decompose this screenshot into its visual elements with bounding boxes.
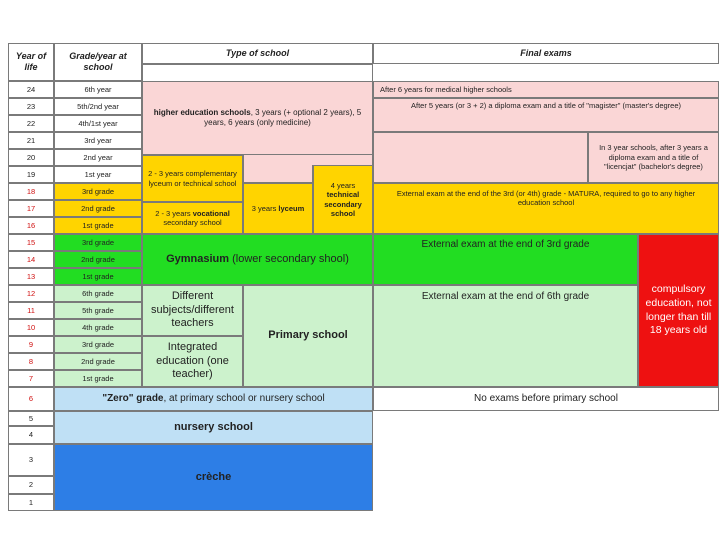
gymnasium-text: Gymnasium (lower secondary shool) <box>166 252 349 265</box>
gymnasium-box <box>142 234 373 285</box>
year-cell-16: 16 <box>8 217 54 234</box>
year-cell-14: 14 <box>8 251 54 268</box>
grade-cell: 2nd grade <box>54 251 142 268</box>
year-cell-24: 24 <box>8 81 54 98</box>
vocational-school-text: 2 - 3 years vocational secondary school <box>155 208 230 227</box>
primary-school-box: Primary school <box>243 285 373 387</box>
year-cell-21: 21 <box>8 132 54 149</box>
integrated-education-box: Integrated education (one teacher) <box>142 336 243 387</box>
matura-exam-box: External exam at the end of the 3rd (or 4th) grade - MATURA, required to go to any higher education school <box>373 183 719 234</box>
year-cell-9: 9 <box>8 336 54 353</box>
no-exams-box: No exams before primary school <box>373 387 719 411</box>
year-cell-1: 1 <box>8 494 54 511</box>
different-teachers-box: Different subjects/different teachers <box>142 285 243 336</box>
lyceum-box <box>243 183 313 234</box>
pink-fill-right <box>243 155 373 165</box>
year-cell-22: 22 <box>8 115 54 132</box>
grade-cell: 3rd grade <box>54 183 142 200</box>
year-cell-15: 15 <box>8 234 54 251</box>
year-cell-20: 20 <box>8 149 54 166</box>
grade-cell: 3rd grade <box>54 336 142 353</box>
higher-education-text: higher education schools, 3 years (+ optional 2 years), 5 years, 6 years (only medicine) <box>153 108 362 127</box>
zero-grade-box <box>54 387 373 411</box>
grade-cell: 1st grade <box>54 217 142 234</box>
gymnasium-exam-box: External exam at the end of 3rd grade <box>373 234 638 285</box>
lyceum-text: 3 years lyceum <box>251 203 305 213</box>
zero-grade-text: "Zero" grade, at primary school or nursery school <box>102 392 325 404</box>
creche-box: crèche <box>54 444 373 511</box>
year-cell-5: 5 <box>8 411 54 426</box>
medical-exam-row: After 6 years for medical higher schools <box>373 81 719 98</box>
grade-cell: 2nd grade <box>54 200 142 217</box>
header-final-exams: Final exams <box>373 43 719 64</box>
grade-cell: 2nd grade <box>54 353 142 370</box>
exam-pink-spacer <box>373 132 588 183</box>
technical-school-box <box>313 165 373 234</box>
year-cell-8: 8 <box>8 353 54 370</box>
year-cell-10: 10 <box>8 319 54 336</box>
year-cell-11: 11 <box>8 302 54 319</box>
grade-cell: 1st grade <box>54 370 142 387</box>
grade-cell: 1st year <box>54 166 142 183</box>
grade-cell: 4th/1st year <box>54 115 142 132</box>
grade-cell: 1st grade <box>54 268 142 285</box>
year-cell-4: 4 <box>8 426 54 444</box>
magister-exam-box: After 5 years (or 3 + 2) a diploma exam and a title of "magister" (master's degree) <box>373 98 719 132</box>
year-cell-3: 3 <box>8 444 54 476</box>
year-cell-2: 2 <box>8 476 54 494</box>
year-cell-18: 18 <box>8 183 54 200</box>
primary-exam-box: External exam at the end of 6th grade <box>373 285 638 387</box>
year-cell-23: 23 <box>8 98 54 115</box>
grade-cell: 3rd year <box>54 132 142 149</box>
grade-cell: 5th grade <box>54 302 142 319</box>
header-spacer <box>142 64 373 81</box>
technical-school-text: 4 years technical secondary school <box>324 180 362 218</box>
grade-cell: 2nd year <box>54 149 142 166</box>
grade-cell: 6th year <box>54 81 142 98</box>
header-type-of-school: Type of school <box>142 43 373 64</box>
header-year-of-life: Year of life <box>8 43 54 81</box>
year-cell-17: 17 <box>8 200 54 217</box>
grade-cell: 3rd grade <box>54 234 142 251</box>
grade-cell: 4th grade <box>54 319 142 336</box>
complementary-lyceum-box: 2 - 3 years complementary lyceum or technical school <box>142 155 243 202</box>
year-cell-12: 12 <box>8 285 54 302</box>
vocational-school-box <box>142 202 243 234</box>
grade-cell: 5th/2nd year <box>54 98 142 115</box>
year-cell-19: 19 <box>8 166 54 183</box>
grade-cell: 6th grade <box>54 285 142 302</box>
year-cell-7: 7 <box>8 370 54 387</box>
licencjat-exam-box: In 3 year schools, after 3 years a diploma exam and a title of "licencjat" (bachelor's degree) <box>588 132 719 183</box>
higher-education-box <box>142 81 373 155</box>
compulsory-education-box: compulsory education, not longer than till 18 years old <box>638 234 719 387</box>
year-cell-13: 13 <box>8 268 54 285</box>
header-grade-year: Grade/year at school <box>54 43 142 81</box>
pink-fill-mid <box>243 165 313 183</box>
nursery-school-box: nursery school <box>54 411 373 444</box>
header-spacer-right <box>373 64 719 81</box>
year-cell-6: 6 <box>8 387 54 411</box>
